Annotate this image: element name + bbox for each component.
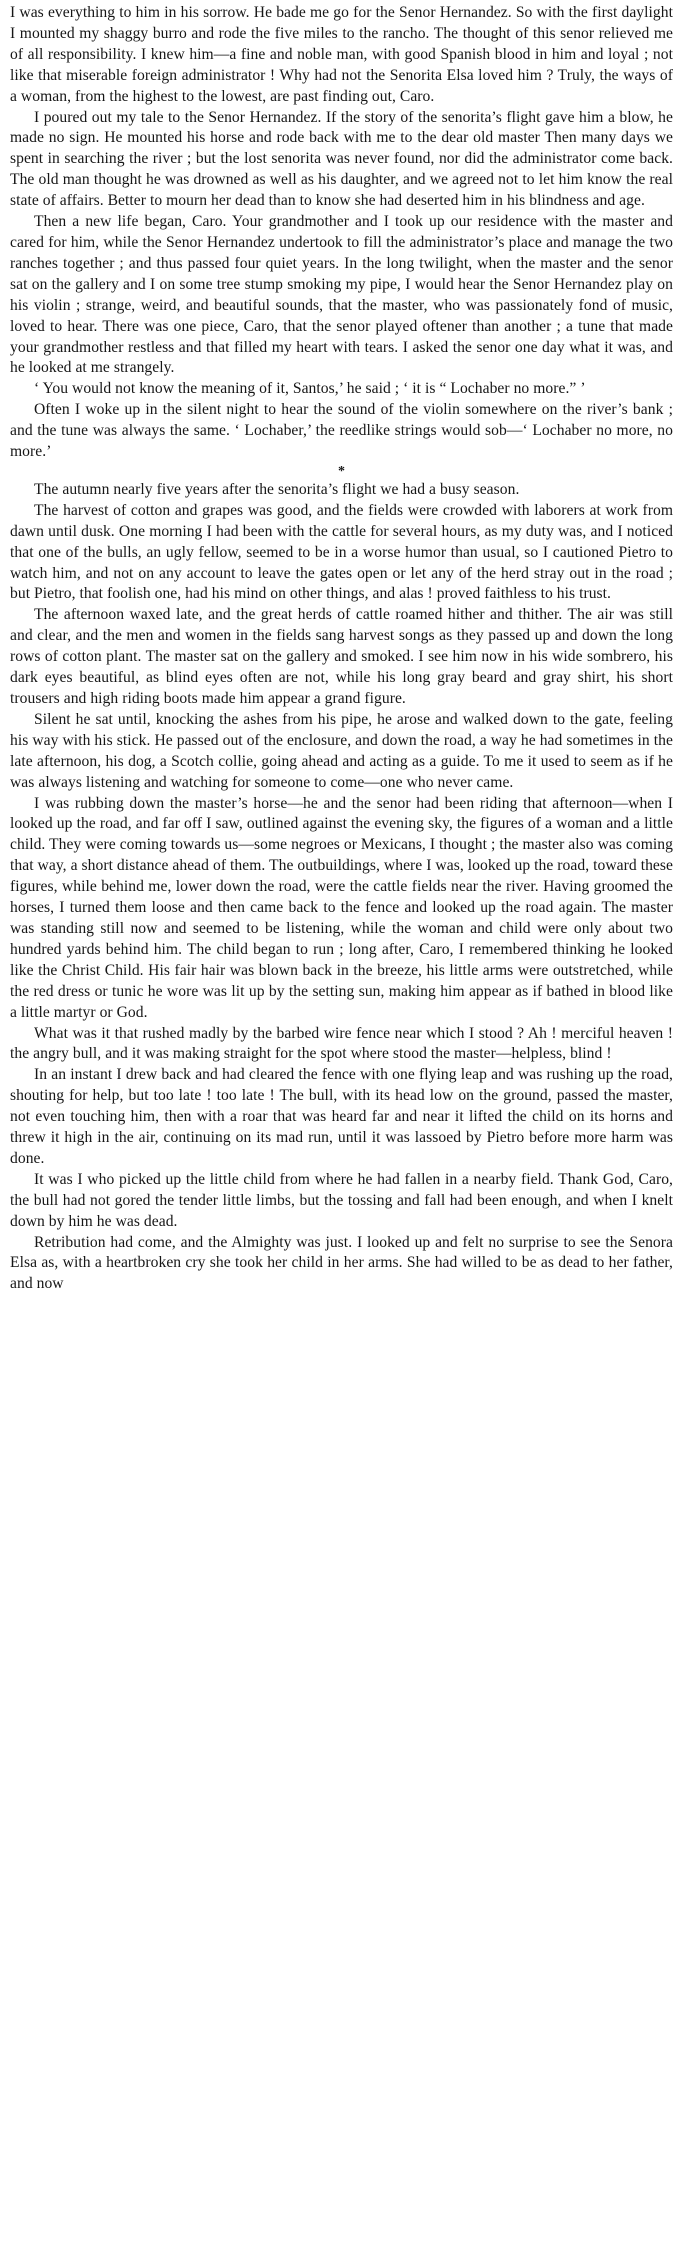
paragraph: Retribution had come, and the Almighty was just. I looked up and felt no surprise to see the Senora Elsa as, with a heartbroken cry she took her child in her arms. She had willed to be as dead to her father, and now xyxy=(10,1233,673,1293)
paragraph: The harvest of cotton and grapes was good, and the fields were crowded with laborers at work from dawn until dusk. One morning I had been with the cattle for several hours, as my duty was, and I noticed that one of the bulls, an ugly fellow, seemed to be in a worse humor than usual, so I cautioned Pietro to watch him, and not on any account to leave the gates open or let any of the herd stray out in the road ; but Pietro, that foolish one, had his mind on other things, and alas ! proved faithless to his trust. xyxy=(10,501,673,603)
paragraph: I was rubbing down the master’s horse—he and the senor had been riding that afternoon—when I looked up the road, and far off I saw, outlined against the evening sky, the figures of a woman and a little child. They were coming towards us—some negroes or Mexicans, I thought ; the master also was coming that way, a short distance ahead of them. The outbuildings, where I was, looked up the road, toward these figures, while behind me, lower down the road, were the cattle fields near the river. Having groomed the horses, I turned them loose and then came back to the fence and looked up the road again. The master was standing still now and seemed to be listening, while the woman and child were only about two hundred yards behind him. The child began to run ; long after, Caro, I remembered thinking he looked like the Christ Child. His fair hair was blown back in the breeze, his little arms were outstretched, while the red dress or tunic he wore was lit up by the setting sun, making him appear as if bathed in blood like a little martyr or God. xyxy=(10,794,673,1021)
paragraph: It was I who picked up the little child from where he had fallen in a nearby field. Thank God, Caro, the bull had not gored the tender little limbs, but the tossing and fall had been enough, and when I knelt down by him he was dead. xyxy=(10,1170,673,1230)
paragraph: What was it that rushed madly by the barbed wire fence near which I stood ? Ah ! merciful heaven ! the angry bull, and it was making straight for the spot where stood the master—helpless, blind ! xyxy=(10,1024,673,1063)
paragraph: I poured out my tale to the Senor Hernandez. If the story of the senorita’s flight gave him a blow, he made no sign. He mounted his horse and rode back with me to the dear old master Then many days we spent in searching the river ; but the lost senorita was never found, nor did the administrator come back. The old man thought he was drowned as well as his daughter, and we agreed not to let him know the real state of affairs. Better to mourn her dead than to know she had deserted him in his blindness and age. xyxy=(10,108,673,210)
paragraph: I was everything to him in his sorrow. He bade me go for the Senor Hernandez. So with the first daylight I mounted my shaggy burro and rode the five miles to the rancho. The thought of this senor relieved me of all responsibility. I knew him—a fine and noble man, with good Spanish blood in him and loyal ; not like that miserable foreign administrator ! Why had not the Senorita Elsa loved him ? Truly, the ways of a woman, from the highest to the lowest, are past finding out, Caro. xyxy=(10,4,673,105)
paragraph: Silent he sat until, knocking the ashes from his pipe, he arose and walked down to the gate, feeling his way with his stick. He passed out of the enclosure, and down the road, a way he had sometimes in the late afternoon, his dog, a Scotch collie, going ahead and acting as a guide. To me it used to seem as if he was always listening and watching for someone to come—one who never came. xyxy=(10,710,673,791)
section-break-asterisk: * xyxy=(337,463,346,479)
paragraph: The afternoon waxed late, and the great herds of cattle roamed hither and thither. The air was still and clear, and the men and women in the fields sang harvest songs as they passed up and down the long rows of cotton plant. The master sat on the gallery and smoked. I see him now in his wide sombrero, his dark eyes beautiful, as blind eyes often are not, while his long gray beard and gray shirt, his short trousers and high riding boots made him appear a grand figure. xyxy=(10,606,673,707)
paragraph: Often I woke up in the silent night to hear the sound of the violin somewhere on the river’s bank ; and the tune was always the same. ‘ Lochaber,’ the reedlike strings would sob—‘ Lochaber no more, no more.’ xyxy=(10,401,673,461)
paragraph: The autumn nearly five years after the senorita’s flight we had a busy season. xyxy=(34,480,520,498)
paragraph: Then a new life began, Caro. Your grandmother and I took up our residence with the master and cared for him, while the Senor Hernandez undertook to fill the administrator’s place and manage the two ranches together ; and thus passed four quiet years. In the long twilight, when the master and the senor sat on the gallery and I on some tree stump smoking my pipe, I would hear the Senor Hernandez play on his violin ; strange, weird, and beautiful sounds, that the master, who was passionately fond of music, loved to hear. There was one piece, Caro, that the senor played oftener than another ; a tune that made your grandmother restless and that filled my heart with tears. I asked the senor one day what it was, and he looked at me strangely. xyxy=(10,213,673,377)
paragraph: ‘ You would not know the meaning of it, Santos,’ he said ; ‘ it is “ Lochaber no more.” ’ xyxy=(34,380,586,398)
paragraph: In an instant I drew back and had cleared the fence with one flying leap and was rushing up the road, shouting for help, but too late ! too late ! The bull, with its head low on the ground, passed the master, not even touching him, then with a roar that was heard far and near it lifted the child on its horns and threw it high in the air, continuing on its mad run, until it was lassoed by Pietro before more harm was done. xyxy=(10,1066,673,1167)
